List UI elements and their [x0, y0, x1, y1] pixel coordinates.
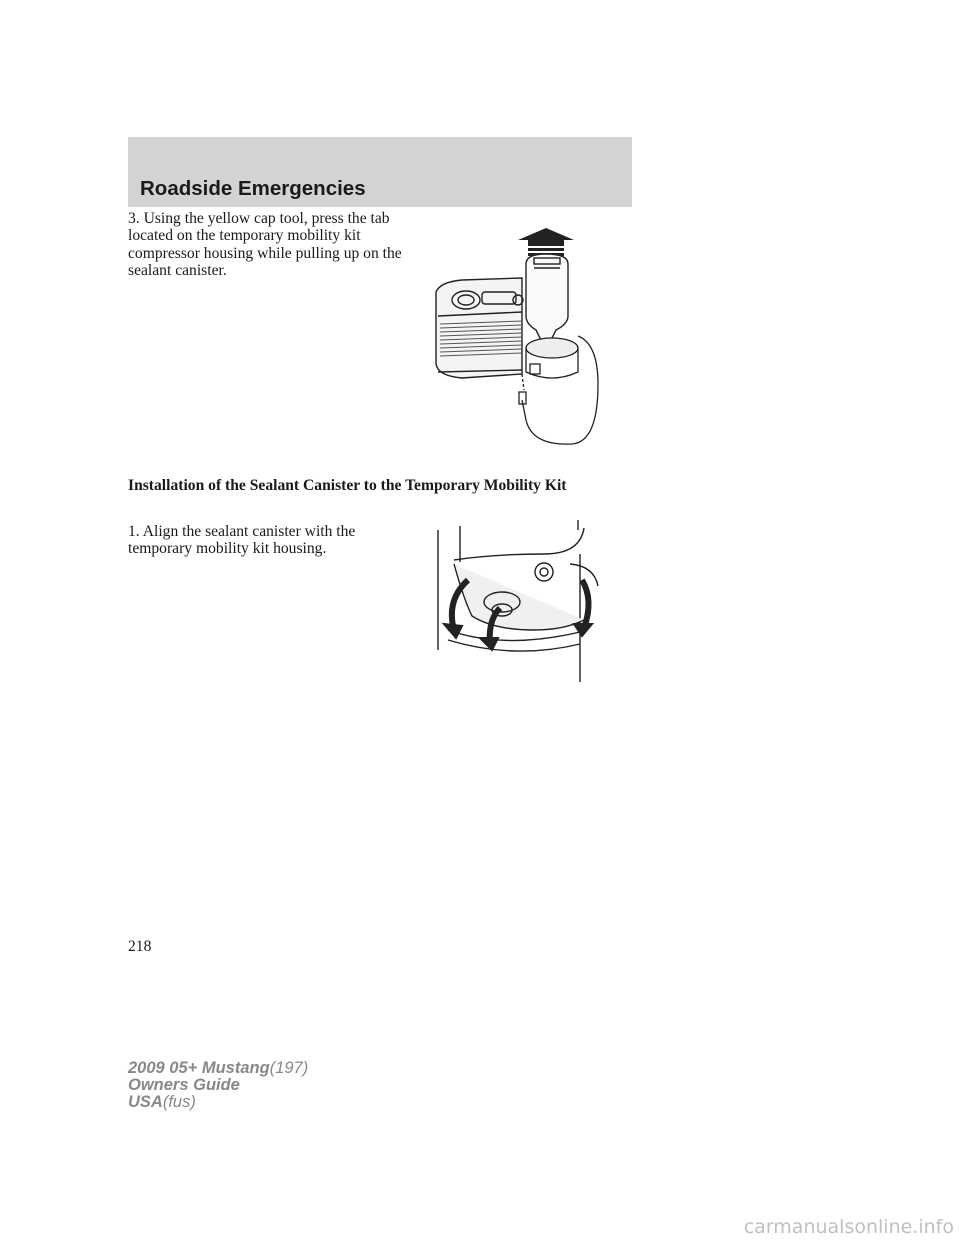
- footer-line-3: USA(fus): [128, 1092, 196, 1111]
- footer-line-2: Owners Guide: [128, 1075, 240, 1094]
- footer-line-1: 2009 05+ Mustang(197): [128, 1059, 309, 1077]
- installation-subheading: Installation of the Sealant Canister to the Temporary Mobility Kit: [128, 477, 567, 494]
- section-title: Roadside Emergencies: [140, 177, 366, 200]
- site-watermark: carmanualsonline.info: [743, 1216, 954, 1238]
- compressor-canister-illustration: [422, 224, 632, 456]
- document-footer: [128, 1060, 308, 1110]
- step-1-text: 1. Align the sealant canister with the temporary mobility kit housing.: [128, 523, 356, 558]
- page-number: 218: [128, 938, 152, 955]
- step-3-text: 3. Using the yellow cap tool, press the tab located on the temporary mobility kit compressor housing while pulling up on the sealant canister.: [128, 210, 402, 280]
- up-arrow-icon: [518, 228, 574, 256]
- canister-alignment-illustration: [434, 520, 634, 682]
- section-header: [128, 137, 632, 207]
